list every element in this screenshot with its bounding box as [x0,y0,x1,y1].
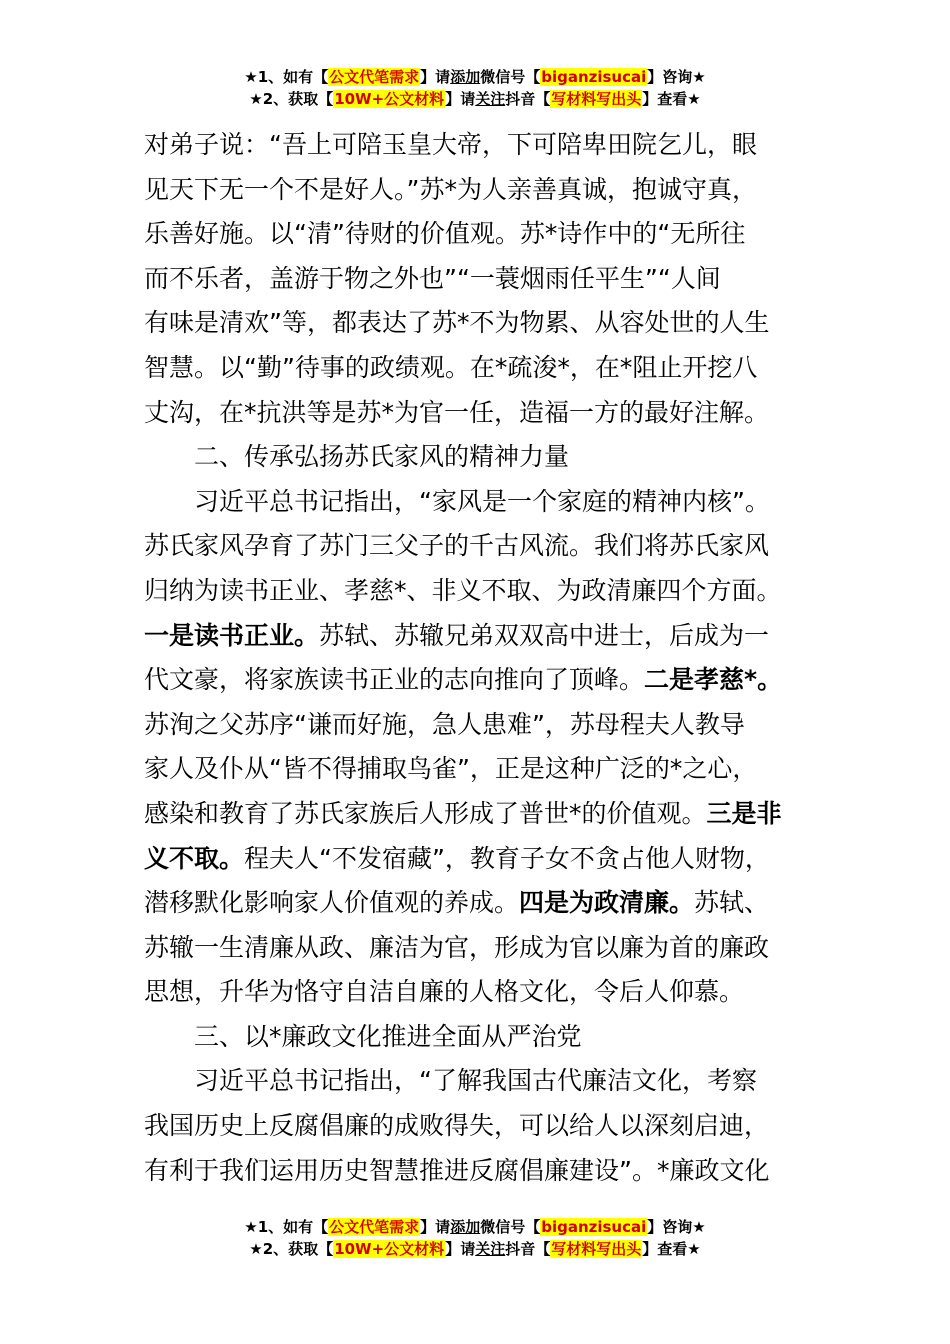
banner-text: 抖音【 [505,90,551,108]
bold-lead: 义不取。 [144,843,245,873]
highlight-materials: 10W+公文材料 [334,1240,445,1258]
banner-text: 】查看★ [642,1240,701,1258]
highlight-service: 公文代笔需求 [329,68,420,86]
banner-text: 微信号【 [480,68,541,86]
section-heading-2: 二、传承弘扬苏氏家风的精神力量 [194,442,570,472]
highlight-wechat-id: biganzisucai [541,1218,647,1236]
paragraph-line: 对弟子说：“吾上可陪玉皇大帝，下可陪卑田院乞儿，眼 [144,130,757,159]
line-text: 感染和教育了苏氏家族后人形成了普世*的价值观。 [144,798,707,828]
paragraph-line: 乐善好施。以“清”待财的价值观。苏*诗作中的“无所往 [144,219,746,249]
highlight-materials: 10W+公文材料 [334,90,445,108]
banner-text: 】查看★ [642,90,701,108]
banner-line-2 [0,88,950,110]
paragraph-line: 苏氏家风孕育了苏门三父子的千古风流。我们将苏氏家风 [144,531,770,561]
banner-underlined-text: 关注 [475,1240,506,1258]
highlight-douyin-account: 写材料写出头 [551,1240,642,1258]
section-heading-3: 三、以*廉政文化推进全面从严治党 [194,1021,582,1051]
paragraph-line: 苏洵之父苏序“谦而好施，急人患难”，苏母程夫人教导 [144,709,745,739]
paragraph-line: 而不乐者，盖游于物之外也”“一蓑烟雨任平生”“人间 [144,263,721,293]
highlight-wechat-id: biganzisucai [541,68,647,86]
banner-line-2 [0,1238,950,1260]
paragraph-line: 丈沟，在*抗洪等是苏*为官一任，造福一方的最好注解。 [144,397,770,427]
paragraph-line [144,837,804,882]
bold-lead: 三是非 [706,798,782,828]
banner-line-1 [0,66,950,88]
line-text: 代文豪，将家族读书正业的志向推向了顶峰。 [144,665,645,695]
paragraph-line: 归纳为读书正业、孝慈*、非义不取、为政清廉四个方面。 [144,575,782,605]
banner-underlined-text: 添加 [450,68,481,86]
banner-text: 】请 [420,1218,451,1236]
banner-line-1 [0,1216,950,1238]
banner-text: 】咨询★ [647,1218,706,1236]
banner-text: ★1、如有【 [244,68,329,86]
paragraph-line: 有利于我们运用历史智慧推进反腐倡廉建设”。*廉政文化 [144,1155,770,1185]
paragraph-line [144,658,804,703]
banner-text: ★2、获取【 [249,90,334,108]
banner-underlined-text: 关注 [475,90,506,108]
banner-text: ★2、获取【 [249,1240,334,1258]
paragraph-line: 思想，升华为恪守自洁自廉的人格文化，令后人仰慕。 [144,977,745,1007]
paragraph-line: 习近平总书记指出，“了解我国古代廉洁文化，考察 [194,1066,757,1096]
paragraph-line: 见天下无一个不是好人。”苏*为人亲善真诚，抱诚守真， [144,174,757,204]
line-text: 苏轼、苏辙兄弟双双高中进士，后成为一 [319,620,770,650]
bold-lead: 一是读书正业。 [144,620,320,650]
paragraph-line [144,792,804,837]
banner-text: ★1、如有【 [244,1218,329,1236]
highlight-douyin-account: 写材料写出头 [551,90,642,108]
line-text: 潜移默化影响家人价值观的养成。 [144,888,520,918]
banner-text: 】咨询★ [647,68,706,86]
paragraph-line: 智慧。以“勤”待事的政绩观。在*疏浚*，在*阻止开挖八 [144,352,758,382]
paragraph-line: 习近平总书记指出，“家风是一个家庭的精神内核”。 [194,486,770,516]
paragraph-line: 我国历史上反腐倡廉的成败得失，可以给人以深刻启迪， [144,1111,770,1141]
bottom-banner [0,1216,950,1260]
paragraph-line: 有味是清欢”等，都表达了苏*不为物累、从容处世的人生 [144,308,770,338]
document-body [144,123,804,1193]
paragraph-line [144,614,804,659]
banner-text: 抖音【 [505,1240,551,1258]
line-text: 程夫人“不发宿藏”，教育子女不贪占他人财物， [244,843,770,873]
bold-lead: 二是孝慈*。 [644,665,783,695]
line-text: 苏轼、 [694,888,770,918]
banner-text: 】请 [420,68,451,86]
paragraph-line: 苏辙一生清廉从政、廉洁为官，形成为官以廉为首的廉政 [144,932,770,962]
banner-underlined-text: 添加 [450,1218,481,1236]
banner-text: 微信号【 [480,1218,541,1236]
highlight-service: 公文代笔需求 [329,1218,420,1236]
paragraph-line: 家人及仆从“皆不得捕取鸟雀”，正是这种广泛的*之心， [144,754,758,784]
banner-text: 】请 [445,90,476,108]
top-banner [0,66,950,110]
paragraph-line [144,881,804,926]
bold-lead: 四是为政清廉。 [519,888,695,918]
banner-text: 】请 [445,1240,476,1258]
